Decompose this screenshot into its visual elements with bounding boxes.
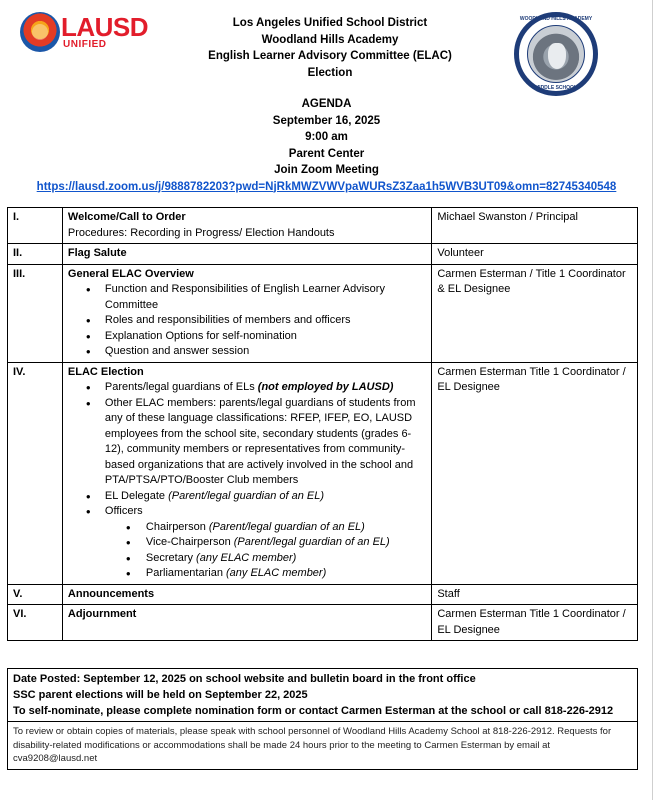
document-header (120, 15, 540, 81)
agenda-heading: AGENDA (301, 98, 352, 110)
meeting-time: 9:00 am (305, 131, 348, 143)
presenter-cell: Michael Swanston / Principal (432, 208, 638, 244)
table-row (8, 264, 638, 362)
bullet-list (68, 282, 426, 360)
presenter-cell: Volunteer (432, 244, 638, 265)
item-title: Welcome/Call to Order (67, 211, 186, 223)
bullet-note: (Parent/legal guardian of an EL) (168, 489, 325, 502)
presenter-cell: Carmen Esterman Title 1 Coordinator / EL Designee (432, 605, 638, 641)
presenter-cell: Staff (432, 584, 638, 605)
meeting-location: Parent Center (288, 147, 365, 160)
officer-role: Parliamentarian (145, 567, 226, 579)
list-item: ● Officers (68, 504, 426, 520)
item-title: Adjournment (67, 608, 137, 620)
lausd-emblem-icon (20, 12, 60, 52)
officer-list (68, 520, 426, 582)
item-number: VI. (8, 605, 63, 641)
officer-role: Chairperson (145, 520, 209, 533)
bullet-text: EL Delegate (104, 489, 169, 502)
officer-role: Vice-Chairperson (145, 536, 234, 548)
item-detail: Procedures: Recording in Progress/ Election Handouts (67, 226, 335, 239)
officer-role: Secretary (145, 551, 197, 564)
fine-print: To review or obtain copies of materials, please speak with school personnel of Woodland Hills Academy School at 818-226-2912. Requests for disability-related modifications or accommodations shall be made 24 hours prior to the meeting to Carmen Esterman by email at cva9208@lausd.net (13, 726, 612, 764)
list-item (68, 535, 426, 551)
table-row (8, 584, 638, 605)
item-number: I. (8, 208, 63, 244)
list-item (68, 551, 426, 567)
meeting-date: September 16, 2025 (272, 114, 381, 127)
item-cell (62, 244, 431, 265)
list-item (68, 380, 426, 396)
list-item (68, 489, 426, 505)
table-row (8, 208, 638, 244)
notice-box (7, 668, 638, 770)
self-nominate: To self-nominate, please complete nomination form or contact Carmen Esterman at the school or call 818-226-2912 (13, 705, 614, 717)
officer-note: (Parent/legal guardian of an EL) (233, 536, 390, 548)
item-cell (62, 362, 431, 584)
list-item: ● Function and Responsibilities of English Learner Advisory Committee (68, 282, 426, 313)
item-number: III. (8, 264, 63, 362)
list-item (68, 520, 426, 536)
wolf-face-icon (548, 43, 566, 69)
item-number: V. (8, 584, 63, 605)
presenter-cell: Carmen Esterman / Title 1 Coordinator & EL Designee (432, 264, 638, 362)
table-row (8, 244, 638, 265)
lausd-logo-word: LAUSD (61, 12, 149, 42)
meeting-subtitle: Election (307, 66, 353, 79)
notice-bold (8, 669, 637, 722)
committee-name: English Learner Advisory Committee (ELAC) (208, 50, 452, 62)
seal-ring-bottom: MIDDLE SCHOOL (535, 85, 577, 91)
presenter-cell: Carmen Esterman Title 1 Coordinator / EL Designee (432, 362, 638, 584)
item-number: II. (8, 244, 63, 265)
zoom-label: Join Zoom Meeting (274, 164, 379, 176)
officer-note: (Parent/legal guardian of an EL) (208, 520, 365, 533)
table-row (8, 605, 638, 641)
item-title: Announcements (67, 587, 155, 600)
item-title: General ELAC Overview (67, 267, 194, 280)
agenda-block (0, 96, 653, 195)
bullet-list (68, 380, 426, 520)
bullet-note: (not employed by LAUSD) (257, 381, 394, 393)
school-name: Woodland Hills Academy (261, 33, 399, 46)
list-item: ● Other ELAC members: parents/legal guardians of students from any of these language classifications: RFEP, IFEP, EO, LAUSD employees from the school site, secondary students (grades 6-12), community members or representatives from community-based organizations that are actively involved in the school and PTA/PTSA/PTO/Booster Club members (68, 396, 426, 489)
zoom-link[interactable]: https://lausd.zoom.us/j/9888782203?pwd=NjRkMWZVWVpaWURsZ3Zaa1h5WVB3UT09&omn=82745340548 (36, 180, 617, 193)
seal-ring-top: WOODLAND HILLS ACADEMY (519, 16, 593, 22)
bullet-text: Parents/legal guardians of ELs (104, 381, 258, 393)
item-cell (62, 208, 431, 244)
date-posted: Date Posted: September 12, 2025 on school website and bulletin board in the front office (13, 673, 476, 685)
officer-note: (any ELAC member) (196, 551, 297, 564)
table-row (8, 362, 638, 584)
agenda-table (7, 207, 638, 641)
item-title: Flag Salute (67, 247, 127, 259)
ssc-elections: SSC parent elections will be held on September 22, 2025 (13, 689, 308, 701)
item-cell (62, 605, 431, 641)
item-title: ELAC Election (67, 365, 144, 378)
item-number: IV. (8, 362, 63, 584)
list-item: ● Explanation Options for self-nomination (68, 329, 426, 345)
item-cell (62, 584, 431, 605)
officer-note: (any ELAC member) (226, 567, 327, 579)
lausd-logo-sub: UNIFIED (63, 39, 107, 50)
district-name: Los Angeles Unified School District (232, 17, 428, 29)
list-item: ● Roles and responsibilities of members and officers (68, 313, 426, 329)
lausd-logo (20, 12, 149, 52)
list-item: ● Question and answer session (68, 344, 426, 360)
list-item (68, 566, 426, 582)
item-cell (62, 264, 431, 362)
